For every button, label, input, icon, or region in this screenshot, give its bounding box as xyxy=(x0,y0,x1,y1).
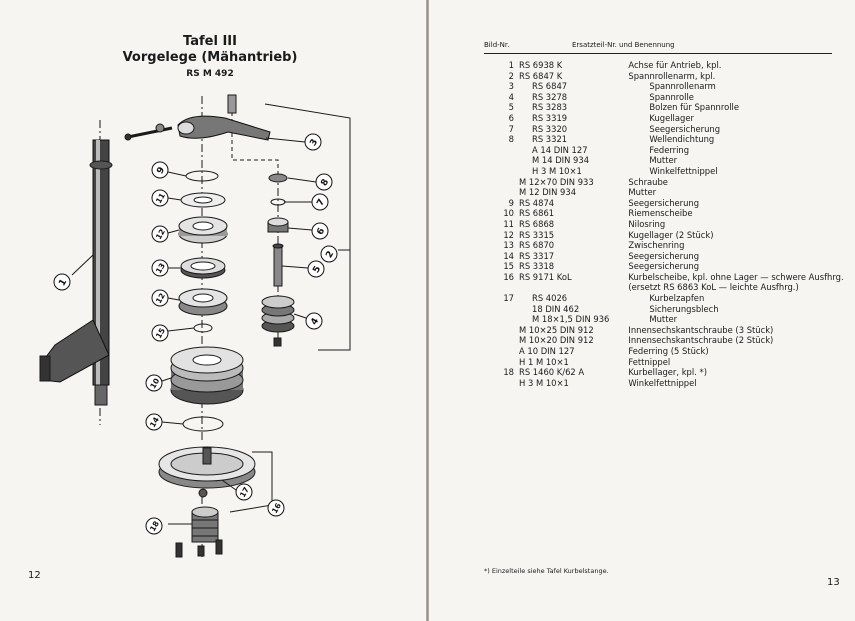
part-figure-number xyxy=(484,155,519,166)
callout-12b xyxy=(152,290,168,306)
callout-18 xyxy=(146,518,162,534)
part-description: Achse für Antrieb, kpl. xyxy=(628,60,722,70)
part-number: RS 3278 xyxy=(532,91,568,102)
callout-4 xyxy=(306,313,322,329)
svg-text:14: 14 xyxy=(147,415,161,430)
part-description: Mutter xyxy=(649,155,678,166)
part-number: RS 9171 KoL xyxy=(519,271,572,282)
part-figure-number xyxy=(484,325,519,336)
snap-ring-15 xyxy=(194,324,212,332)
part-description: Schraube xyxy=(628,176,668,187)
callout-10 xyxy=(146,375,162,391)
part-description: Winkelfettnippel xyxy=(649,165,718,176)
parts-row xyxy=(484,325,844,336)
grease-nipple xyxy=(274,338,281,346)
parts-row xyxy=(484,134,844,145)
part-figure-number: 6 xyxy=(508,112,514,123)
part-number: RS 4874 xyxy=(519,197,555,208)
part-description: Federring (5 Stück) xyxy=(628,346,709,357)
part-description: Federring xyxy=(649,144,690,155)
part-description: Kurbelscheibe, kpl. ohne Lager — schwere Ausfhrg. xyxy=(628,271,844,282)
part-figure-number: 2 xyxy=(508,70,514,81)
part-figure-number: 4 xyxy=(508,91,514,102)
svg-text:5: 5 xyxy=(311,264,324,275)
parts-row xyxy=(484,357,844,368)
parts-row xyxy=(484,187,844,198)
header-rule xyxy=(484,53,832,54)
callout-11 xyxy=(152,190,168,206)
callout-9 xyxy=(152,162,168,178)
part-figure-number xyxy=(484,304,519,315)
parts-row xyxy=(484,261,844,272)
footnote: *) Einzelteile siehe Tafel Kurbelstange. xyxy=(484,567,609,575)
page-number-left: 12 xyxy=(28,570,41,581)
parts-row xyxy=(484,293,844,304)
svg-text:1: 1 xyxy=(57,277,70,288)
part-description: Seegersicherung xyxy=(649,123,721,134)
part-figure-number: 14 xyxy=(503,250,514,261)
svg-text:2: 2 xyxy=(324,249,337,260)
parts-row xyxy=(484,124,844,135)
parts-row xyxy=(484,230,844,241)
svg-text:6: 6 xyxy=(315,226,328,237)
svg-text:15: 15 xyxy=(153,326,167,341)
part-description: Seegersicherung xyxy=(628,250,700,261)
svg-text:12: 12 xyxy=(153,291,167,306)
bolt-top xyxy=(125,124,172,140)
leader-4 xyxy=(294,314,306,318)
part-number: M 12 DIN 934 xyxy=(519,187,577,198)
part-figure-number: 1 xyxy=(508,60,514,70)
leader-5 xyxy=(282,266,308,268)
callout-6 xyxy=(312,223,328,239)
seal-part-8 xyxy=(269,174,287,182)
part-description: Winkelfettnippel xyxy=(628,377,697,388)
part-number: RS 6847 K xyxy=(519,70,563,81)
callout-2 xyxy=(321,246,337,262)
leader-1 xyxy=(72,255,93,275)
leader-3 xyxy=(266,138,305,142)
part-figure-number xyxy=(484,314,519,325)
part-description: Kugellager xyxy=(649,112,694,123)
leader-12b xyxy=(168,298,179,300)
part-number: M 14 DIN 934 xyxy=(532,155,590,166)
part-number: RS 6870 xyxy=(519,240,555,251)
part-figure-number: 5 xyxy=(508,102,514,113)
column-header-part-no: Ersatzteil-Nr. und Benennung xyxy=(572,41,675,49)
part-figure-number: 12 xyxy=(503,229,514,240)
page-number-right: 13 xyxy=(827,577,840,588)
callout-12a xyxy=(152,226,168,242)
parts-list-table xyxy=(484,60,844,388)
part-figure-number: 17 xyxy=(503,293,514,304)
leader-10 xyxy=(162,378,171,381)
pulley-part-10 xyxy=(171,347,243,404)
part-number: RS 6938 K xyxy=(519,60,563,70)
part-figure-number: 10 xyxy=(503,208,514,219)
part-description: Innensechskantschraube (2 Stück) xyxy=(628,335,774,346)
part-description: Kurbellager, kpl. *) xyxy=(628,367,707,378)
part-description: Spannrolle xyxy=(649,91,694,102)
part-number: RS 3317 xyxy=(519,250,555,261)
leader-12a xyxy=(168,230,179,233)
part-description: Mutter xyxy=(649,314,678,325)
svg-text:8: 8 xyxy=(319,177,332,188)
crank-disc-part-16 xyxy=(159,447,255,488)
bearing-12-top xyxy=(179,217,227,243)
part-description: Seegersicherung xyxy=(628,261,700,272)
part-figure-number xyxy=(484,166,519,177)
parts-row xyxy=(484,304,844,315)
callout-15 xyxy=(152,325,168,341)
part-figure-number: 15 xyxy=(503,261,514,272)
callout-16 xyxy=(268,500,284,516)
part-number: RS 6847 xyxy=(532,81,568,92)
part-figure-number xyxy=(484,282,519,293)
part-figure-number xyxy=(484,145,519,156)
parts-row xyxy=(484,346,844,357)
spacer-ring-13 xyxy=(181,258,225,278)
part-figure-number: 8 xyxy=(508,134,514,145)
leader-8 xyxy=(288,178,316,182)
part-description: Innensechskantschraube (3 Stück) xyxy=(628,324,774,335)
part-number: M 10×25 DIN 912 xyxy=(519,324,594,335)
svg-text:3: 3 xyxy=(308,137,321,148)
parts-row xyxy=(484,314,844,325)
parts-row xyxy=(484,166,844,177)
part-description: Spannrollenarm xyxy=(649,81,716,92)
part-figure-number xyxy=(484,187,519,198)
left-page xyxy=(0,0,426,621)
part-number: RS 6868 xyxy=(519,218,555,229)
part-number: RS 3321 xyxy=(532,134,568,145)
parts-row xyxy=(484,335,844,346)
callout-1 xyxy=(54,274,70,290)
parts-row xyxy=(484,145,844,156)
svg-text:16: 16 xyxy=(269,501,283,516)
part-description: Kugellager (2 Stück) xyxy=(628,229,714,240)
part-number: RS 6861 xyxy=(519,208,555,219)
snap-ring-14 xyxy=(183,417,223,431)
svg-text:11: 11 xyxy=(153,191,167,206)
part-description: Bolzen für Spannrolle xyxy=(649,102,740,113)
part-number: RS 3319 xyxy=(532,112,568,123)
dashed-link xyxy=(232,112,278,172)
svg-text:18: 18 xyxy=(147,519,161,534)
part-number: H 3 M 10×1 xyxy=(519,377,569,388)
svg-text:12: 12 xyxy=(153,227,167,242)
callout-14 xyxy=(146,414,162,430)
svg-text:13: 13 xyxy=(153,261,167,276)
part-description: Seegersicherung xyxy=(628,197,700,208)
part-description: Nilosring xyxy=(628,218,666,229)
svg-text:9: 9 xyxy=(155,165,168,176)
part-number: A 14 DIN 127 xyxy=(532,144,588,155)
bearing-12-lower xyxy=(179,289,227,315)
part-number: M 12×70 DIN 933 xyxy=(519,176,594,187)
parts-row xyxy=(484,92,844,103)
part-figure-number xyxy=(484,177,519,188)
leader-6 xyxy=(288,228,312,230)
callout-3 xyxy=(305,134,321,150)
column-header-figure-no: Bild-Nr. xyxy=(484,41,510,49)
parts-row xyxy=(484,219,844,230)
part-figure-number: 7 xyxy=(508,123,514,134)
crank-bearing-part-18 xyxy=(192,507,218,542)
parts-row xyxy=(484,60,844,71)
right-page xyxy=(429,0,855,621)
leader-11 xyxy=(168,198,181,200)
tension-pulley-part-4 xyxy=(262,296,294,332)
parts-row xyxy=(484,367,844,378)
part-figure-number: 3 xyxy=(508,81,514,92)
part-number: RS 4026 xyxy=(532,293,568,304)
part-description: Sicherungsblech xyxy=(649,303,719,314)
axle-part-1 xyxy=(40,140,112,405)
leader-9 xyxy=(168,172,186,176)
part-description: Riemenscheibe xyxy=(628,208,693,219)
part-number: RS 3315 xyxy=(519,229,555,240)
parts-row xyxy=(484,272,844,283)
callout-7 xyxy=(312,194,328,210)
part-description: Wellendichtung xyxy=(649,134,715,145)
leader-15 xyxy=(168,328,194,331)
svg-text:10: 10 xyxy=(148,376,162,391)
parts-row xyxy=(484,378,844,389)
svg-text:17: 17 xyxy=(237,485,251,500)
part-description: Mutter xyxy=(628,187,657,198)
part-number: M 18×1,5 DIN 936 xyxy=(532,314,610,325)
bolt-part-5 xyxy=(273,244,283,286)
parts-row xyxy=(484,251,844,262)
parts-row xyxy=(484,240,844,251)
parts-row xyxy=(484,198,844,209)
part-figure-number xyxy=(484,335,519,346)
part-figure-number: 11 xyxy=(503,218,514,229)
parts-row xyxy=(484,282,844,293)
part-number: M 10×20 DIN 912 xyxy=(519,335,594,346)
parts-row xyxy=(484,71,844,82)
parts-row xyxy=(484,81,844,92)
parts-row xyxy=(484,155,844,166)
parts-row xyxy=(484,177,844,188)
part-number: RS 1460 K/62 A xyxy=(519,367,585,378)
callout-13 xyxy=(152,260,168,276)
plate-model: RS M 492 xyxy=(186,69,234,79)
svg-text:4: 4 xyxy=(309,316,322,327)
part-figure-number: 18 xyxy=(503,367,514,378)
parts-row xyxy=(484,102,844,113)
part-number: RS 3318 xyxy=(519,261,555,272)
part-number: A 10 DIN 127 xyxy=(519,346,575,357)
svg-text:7: 7 xyxy=(315,197,328,208)
tension-arm-part-3 xyxy=(178,95,270,140)
part-number: RS 3283 xyxy=(532,102,568,113)
part-description: Spannrollenarm, kpl. xyxy=(628,70,716,81)
plate-subtitle: Vorgelege (Mähantrieb) xyxy=(122,50,298,65)
part-number: 18 DIN 462 xyxy=(532,303,580,314)
part-figure-number xyxy=(484,378,519,389)
leader-14 xyxy=(162,422,183,424)
callout-8 xyxy=(316,174,332,190)
parts-row xyxy=(484,208,844,219)
parts-row xyxy=(484,113,844,124)
part-description: Zwischenring xyxy=(628,240,685,251)
part-number xyxy=(519,282,609,293)
part-description: Fettnippel xyxy=(628,356,671,367)
callout-5 xyxy=(308,261,324,277)
part-figure-number: 16 xyxy=(503,271,514,282)
part-figure-number xyxy=(484,346,519,357)
part-figure-number: 9 xyxy=(508,197,514,208)
plate-title: Tafel III xyxy=(183,34,237,49)
callout-17 xyxy=(236,484,252,500)
bearing-part-6 xyxy=(268,218,288,232)
part-number: H 3 M 10×1 xyxy=(532,165,582,176)
part-figure-number xyxy=(484,357,519,368)
part-description: (ersetzt RS 6863 KoL — leichte Ausfhrg.) xyxy=(628,282,799,293)
exploded-view-drawing xyxy=(0,0,426,621)
part-description: Kurbelzapfen xyxy=(649,293,705,304)
part-number: H 1 M 10×1 xyxy=(519,356,569,367)
part-figure-number: 13 xyxy=(503,240,514,251)
part-number: RS 3320 xyxy=(532,123,568,134)
